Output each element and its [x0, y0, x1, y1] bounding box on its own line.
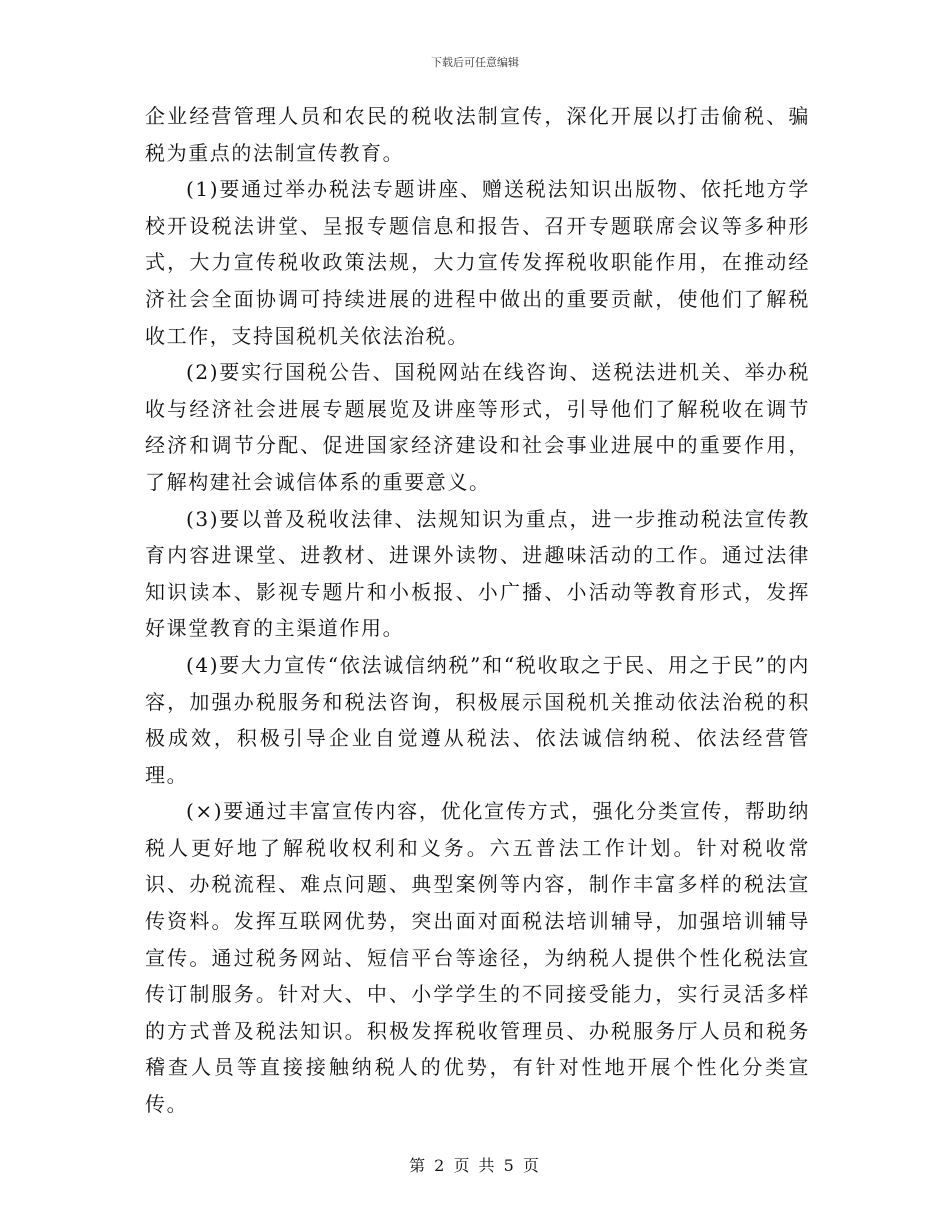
paragraph-item-2: (2)要实行国税公告、国税网站在线咨询、送税法进机关、举办税收与经济社会进展专题展览及讲座等形式，引导他们了解税收在调节经济和调节分配、促进国家经济建设和社会事业进展中的重要作用，了解构建社会诚信体系的重要意义。	[145, 360, 810, 494]
paragraph-continuation: 企业经营管理人员和农民的税收法制宣传，深化开展以打击偷税、骗税为重点的法制宣传教育。	[145, 104, 810, 165]
page-header: 下载后可任意编辑	[431, 56, 519, 69]
paragraph-item-3: (3)要以普及税收法律、法规知识为重点，进一步推动税法宣传教育内容进课堂、进教材、进课外读物、进趣味活动的工作。通过法律知识读本、影视专题片和小板报、小广播、小活动等教育形式，发挥好课堂教育的主渠道作用。	[145, 506, 810, 641]
page-number: 第 2 页 共 5 页	[409, 1156, 541, 1175]
paragraph-item-4: (4)要大力宣传“依法诚信纳税”和“税收取之于民、用之于民”的内容，加强办税服务和税法咨询，积极展示国税机关推动依法治税的积极成效，积极引导企业自觉遵从税法、依法诚信纳税、依法经营管理。	[145, 652, 810, 787]
paragraph-item-5: (×)要通过丰富宣传内容，优化宣传方式，强化分类宣传，帮助纳税人更好地了解税收权利和义务。六五普法工作计划。针对税收常识、办税流程、难点问题、典型案例等内容，制作丰富多样的税法宣传资料。发挥互联网优势，突出面对面税法培训辅导，加强培训辅导宣传。通过税务网站、短信平台等途径，为纳税人提供个性化税法宣传订制服务。针对大、中、小学学生的不同接受能力，实行灵活多样的方式普及税法知识。积极发挥税收管理员、办税服务厅人员和税务稽查人员等直接接触纳税人的优势，有针对性地开展个性化分类宣传。	[145, 799, 810, 1117]
document-body	[145, 98, 810, 1123]
paragraph-item-1: (1)要通过举办税法专题讲座、赠送税法知识出版物、依托地方学校开设税法讲堂、呈报专题信息和报告、召开专题联席会议等多种形式，大力宣传税收政策法规，大力宣传发挥税收职能作用，在推动经济社会全面协调可持续进展的进程中做出的重要贡献，使他们了解税收工作，支持国税机关依法治税。	[145, 177, 810, 348]
